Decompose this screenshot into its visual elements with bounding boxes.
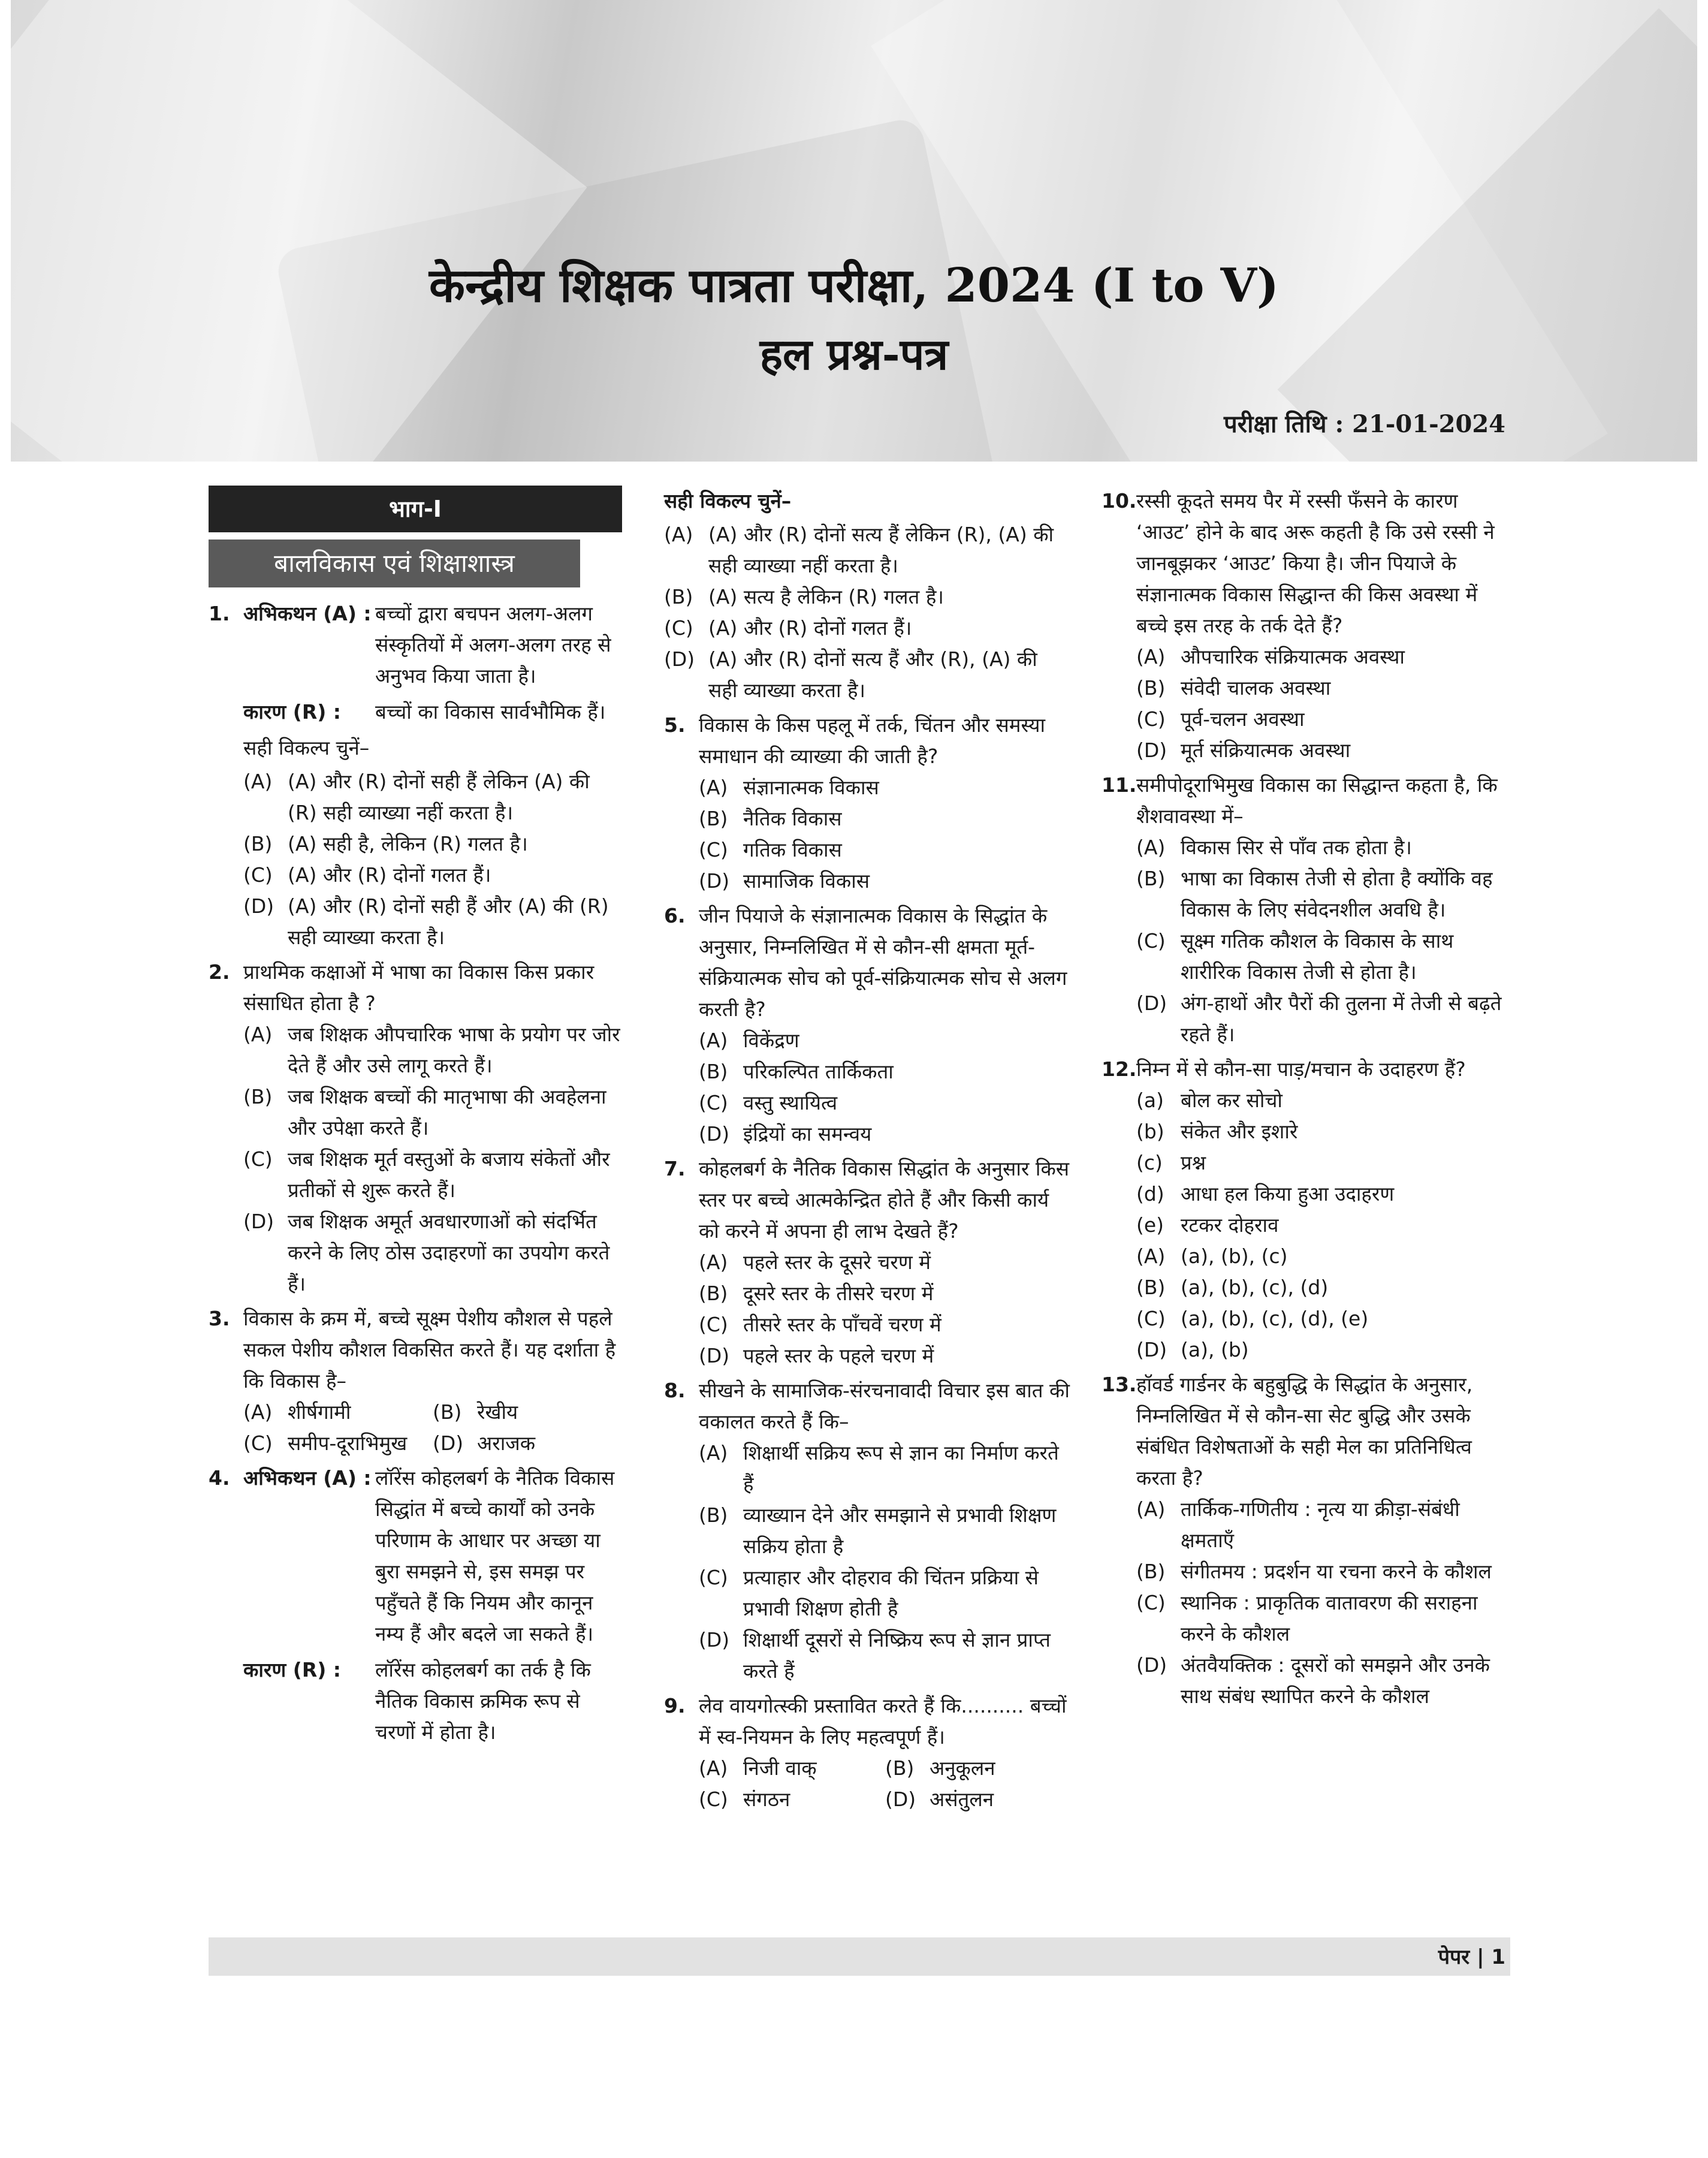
option-b: (B) (a), (b), (c), (d) xyxy=(1136,1276,1329,1299)
option-b: (B) परिकल्पित तार्किकता xyxy=(699,1060,894,1083)
question-13: 13. हॉवर्ड गार्डनर के बहुबुद्धि के सिद्धांत के अनुसार, निम्नलिखित में से कौन-सा सेट बुद्धि और उसके संबंधित विशेषताओं के सही मेल का प्रतिनिधित्व करता है? (A) तार्किक-गणितीय : नृत्य या क्रीड़ा-संबंधी क्षमताएँ (B) संगीतमय : प्रदर्शन या रचना करने के कौशल (C) स्थानिक : प्राकृतिक वातावरण की सराहना करने के कौशल (D) अंतवैयक्तिक : दूसरों को समझने और उनके साथ संबंध स्थापित करने के कौशल xyxy=(1102,1369,1509,1712)
page-number: पेपर | 1 xyxy=(1438,1945,1505,1969)
page-title: केन्द्रीय शिक्षक पात्रता परीक्षा, 2024 (I to V) xyxy=(429,258,1279,313)
question-text: कोहलबर्ग के नैतिक विकास सिद्धांत के अनुसार किस स्तर पर बच्चे आत्मकेन्द्रित होते हैं और किसी कार्य को करने में अपना ही लाभ देखते हैं? xyxy=(699,1157,1070,1243)
question-text: विकास के किस पहलू में तर्क, चिंतन और समस्या समाधान की व्याख्या की जाती है? xyxy=(699,713,1046,768)
item-b: (b) संकेत और इशारे xyxy=(1136,1120,1298,1143)
question-text: जीन पियाजे के संज्ञानात्मक विकास के सिद्धांत के अनुसार, निम्नलिखित में से कौन-सी क्षमता मूर्त-संक्रियात्मक सोच को पूर्व-संक्रियात्मक सोच से अलग करती है? xyxy=(699,904,1067,1021)
option-d: (D) जब शिक्षक अमूर्त अवधारणाओं को संदर्भित करने के लिए ठोस उदाहरणों का उपयोग करते हैं। xyxy=(243,1210,610,1295)
assertion-text: लॉरेंस कोहलबर्ग के नैतिक विकास सिद्धांत में बच्चे कार्यों को उनके परिणाम के आधार पर अच्छा या बुरा समझने से, इस समझ पर पहुँचते हैं कि नियम और कानून नम्य हैं और बदले जा सकते हैं। xyxy=(375,1466,615,1645)
column-1 xyxy=(209,486,622,1752)
assertion-label: अभिकथन (A) : xyxy=(243,1466,372,1490)
option-d: (D) मूर्त संक्रियात्मक अवस्था xyxy=(1136,739,1351,762)
option-c: (C) जब शिक्षक मूर्त वस्तुओं के बजाय संकेतों और प्रतीकों से शुरू करते हैं। xyxy=(243,1147,610,1202)
question-9: 9. लेव वायगोत्स्की प्रस्तावित करते हैं कि.......... बच्चों में स्व-नियमन के लिए महत्वपूर्ण हैं। (A) निजी वाक् (B) अनुकूलन (C) संगठन (D) असंतुलन xyxy=(664,1690,1072,1815)
question-5: 5. विकास के किस पहलू में तर्क, चिंतन और समस्या समाधान की व्याख्या की जाती है? (A) संज्ञानात्मक विकास (B) नैतिक विकास (C) गतिक विकास (D) सामाजिक विकास xyxy=(664,710,1072,897)
option-b: (B) संवेदी चालक अवस्था xyxy=(1136,676,1331,700)
option-c: (C) तीसरे स्तर के पाँचवें चरण में xyxy=(699,1313,941,1336)
option-a: (A) पहले स्तर के दूसरे चरण में xyxy=(699,1250,931,1274)
question-6: 6. जीन पियाजे के संज्ञानात्मक विकास के सिद्धांत के अनुसार, निम्नलिखित में से कौन-सी क्षमता मूर्त-संक्रियात्मक सोच को पूर्व-संक्रियात्मक सोच से अलग करती है? (A) विकेंद्रण (B) परिकल्पित तार्किकता (C) वस्तु स्थायित्व (D) इंद्रियों का समन्वय xyxy=(664,900,1072,1150)
option-c: (C) प्रत्याहार और दोहराव की चिंतन प्रक्रिया से प्रभावी शिक्षण होती है xyxy=(699,1566,1039,1620)
option-c: (C) सूक्ष्म गतिक कौशल के विकास के साथ शारीरिक विकास तेजी से होता है। xyxy=(1136,929,1454,984)
question-text: विकास के क्रम में, बच्चे सूक्ष्म पेशीय कौशल से पहले सकल पेशीय कौशल विकसित करते हैं। यह दर्शाता है कि विकास है– xyxy=(243,1307,616,1393)
option-b: (B) अनुकूलन xyxy=(885,1756,995,1780)
option-d: (D) असंतुलन xyxy=(885,1788,994,1811)
exam-date: परीक्षा तिथि : 21-01-2024 xyxy=(1224,410,1505,438)
header-banner-image xyxy=(11,0,1697,462)
option-b: (B) (A) सही है, लेकिन (R) गलत है। xyxy=(243,832,528,855)
option-c: (C) (A) और (R) दोनों गलत हैं। xyxy=(243,863,491,887)
option-b: (B) जब शिक्षक बच्चों की मातृभाषा की अवहेलना और उपेक्षा करते हैं। xyxy=(243,1085,606,1140)
option-a: (A) (A) और (R) दोनों सही हैं लेकिन (A) की (R) सही व्याख्या नहीं करता है। xyxy=(243,770,590,824)
item-c: (c) प्रश्न xyxy=(1136,1151,1206,1174)
question-text: रस्सी कूदते समय पैर में रस्सी फँसने के कारण ‘आउट’ होने के बाद अरू कहती है कि उसे रस्सी ने जानबूझकर ‘आउट’ किया है। जीन पियाजे के संज्ञानात्मक विकास सिद्धान्त की किस अवस्था में बच्चे इस तरह के तर्क देते हैं? xyxy=(1136,489,1495,637)
option-b: (B) (A) सत्य है लेकिन (R) गलत है। xyxy=(664,585,944,608)
page-subtitle: हल प्रश्न-पत्र xyxy=(759,328,949,379)
assertion-text: बच्चों द्वारा बचपन अलग-अलग संस्कृतियों में अलग-अलग तरह से अनुभव किया जाता है। xyxy=(375,602,611,688)
item-d: (d) आधा हल किया हुआ उदाहरण xyxy=(1136,1182,1395,1205)
option-a: (A) (A) और (R) दोनों सत्य हैं लेकिन (R), (A) की सही व्याख्या नहीं करता है। xyxy=(664,523,1054,577)
option-d: (D) (a), (b) xyxy=(1136,1338,1249,1361)
option-a: (A) विकास सिर से पाँव तक होता है। xyxy=(1136,836,1412,859)
question-4: 4. अभिकथन (A) : लॉरेंस कोहलबर्ग के नैतिक विकास सिद्धांत में बच्चे कार्यों को उनके परिणाम के आधार पर अच्छा या बुरा समझने से, इस समझ पर पहुँचते हैं कि नियम और कानून नम्य हैं और बदले जा सकते हैं। कारण (R) : लॉरेंस कोहलबर्ग का तर्क है कि नैतिक विकास क्रमिक रूप से चरणों में होता है। xyxy=(209,1463,622,1748)
question-text: लेव वायगोत्स्की प्रस्तावित करते हैं कि.......... बच्चों में स्व-नियमन के लिए महत्वपूर्ण हैं। xyxy=(699,1694,1067,1749)
question-text: समीपोदूराभिमुख विकास का सिद्धान्त कहता है, कि शैशवावस्था में– xyxy=(1136,773,1498,828)
option-a: (A) जब शिक्षक औपचारिक भाषा के प्रयोग पर जोर देते हैं और उसे लागू करते हैं। xyxy=(243,1023,620,1077)
option-c: (C) गतिक विकास xyxy=(699,838,842,861)
option-d: (D) शिक्षार्थी दूसरों से निष्क्रिय रूप से ज्ञान प्राप्त करते हैं xyxy=(699,1628,1051,1683)
question-text: निम्न में से कौन-सा पाड़/मचान के उदाहरण हैं? xyxy=(1136,1057,1466,1081)
item-a: (a) बोल कर सोचो xyxy=(1136,1089,1282,1112)
reason-text: बच्चों का विकास सार्वभौमिक हैं। xyxy=(375,700,606,724)
option-b: (B) संगीतमय : प्रदर्शन या रचना करने के कौशल xyxy=(1136,1560,1492,1583)
option-c: (C) वस्तु स्थायित्व xyxy=(699,1091,838,1114)
option-d: (D) अंग-हाथों और पैरों की तुलना में तेजी से बढ़ते रहते हैं। xyxy=(1136,991,1502,1046)
option-d: (D) अंतवैयक्तिक : दूसरों को समझने और उनके साथ संबंध स्थापित करने के कौशल xyxy=(1136,1653,1490,1708)
section-part-heading: भाग-I xyxy=(209,486,622,532)
question-3: 3. विकास के क्रम में, बच्चे सूक्ष्म पेशीय कौशल से पहले सकल पेशीय कौशल विकसित करते हैं। यह दर्शाता है कि विकास है– (A) शीर्षगामी (B) रेखीय (C) समीप-दूराभिमुख (D) अराजक xyxy=(209,1303,622,1459)
option-d: (D) पहले स्तर के पहले चरण में xyxy=(699,1344,934,1367)
option-a: (A) निजी वाक् xyxy=(699,1756,817,1780)
option-c: (C) स्थानिक : प्राकृतिक वातावरण की सराहना करने के कौशल xyxy=(1136,1591,1478,1645)
option-a: (A) शिक्षार्थी सक्रिय रूप से ज्ञान का निर्माण करते हैं xyxy=(699,1441,1059,1496)
question-12: 12. निम्न में से कौन-सा पाड़/मचान के उदाहरण हैं? (a) बोल कर सोचो (b) संकेत और इशारे (c) प्रश्न (d) आधा हल किया हुआ उदाहरण (e) रटकर दोहराव (A) (a), (b), (c) (B) (a), (b), (c), (d) (C) (a), (b), (c), (d), (e) (D) (a), (b) xyxy=(1102,1054,1509,1366)
option-a: (A) औपचारिक संक्रियात्मक अवस्था xyxy=(1136,645,1405,668)
option-d: (D) इंद्रियों का समन्वय xyxy=(699,1122,872,1146)
choose-instruction: सही विकल्प चुनें– xyxy=(664,489,792,513)
option-c: (C) संगठन xyxy=(699,1788,790,1811)
question-text: सीखने के सामाजिक-संरचनावादी विचार इस बात की वकालत करते हैं कि– xyxy=(699,1379,1070,1433)
question-1 xyxy=(209,598,622,953)
question-number: 1. xyxy=(209,602,230,625)
option-d: (D) अराजक xyxy=(433,1431,536,1455)
option-d: (D) (A) और (R) दोनों सत्य हैं और (R), (A) की सही व्याख्या करता है। xyxy=(664,647,1037,702)
column-2 xyxy=(664,486,1072,1819)
question-text: प्राथमिक कक्षाओं में भाषा का विकास किस प्रकार संसाधित होता है ? xyxy=(243,960,595,1015)
question-text: हॉवर्ड गार्डनर के बहुबुद्धि के सिद्धांत के अनुसार, निम्नलिखित में से कौन-सा सेट बुद्धि और उसके संबंधित विशेषताओं के सही मेल का प्रतिनिधित्व करता है? xyxy=(1136,1373,1473,1490)
question-11: 11. समीपोदूराभिमुख विकास का सिद्धान्त कहता है, कि शैशवावस्था में– (A) विकास सिर से पाँव तक होता है। (B) भाषा का विकास तेजी से होता है क्योंकि वह विकास के लिए संवेदनशील अवधि है। (C) सूक्ष्म गतिक कौशल के विकास के साथ शारीरिक विकास तेजी से होता है। (D) अंग-हाथों और पैरों की तुलना में तेजी से बढ़ते रहते हैं। xyxy=(1102,770,1509,1050)
choose-instruction: सही विकल्प चुनें– xyxy=(243,736,370,759)
section-subject-heading: बालविकास एवं शिक्षाशास्त्र xyxy=(209,540,580,587)
option-d: (D) (A) और (R) दोनों सही हैं और (A) की (R) सही व्याख्या करता है। xyxy=(243,894,609,949)
option-b: (B) भाषा का विकास तेजी से होता है क्योंकि वह विकास के लिए संवेदनशील अवधि है। xyxy=(1136,867,1493,921)
reason-label: कारण (R) : xyxy=(243,700,341,724)
question-10: 10. रस्सी कूदते समय पैर में रस्सी फँसने के कारण ‘आउट’ होने के बाद अरू कहती है कि उसे रस्सी ने जानबूझकर ‘आउट’ किया है। जीन पियाजे के संज्ञानात्मक विकास सिद्धान्त की किस अवस्था में बच्चे इस तरह के तर्क देते हैं? (A) औपचारिक संक्रियात्मक अवस्था (B) संवेदी चालक अवस्था (C) पूर्व-चलन अवस्था (D) मूर्त संक्रियात्मक अवस्था xyxy=(1102,486,1509,766)
option-c: (C) (a), (b), (c), (d), (e) xyxy=(1136,1307,1369,1330)
option-b: (B) रेखीय xyxy=(433,1400,518,1424)
question-8: 8. सीखने के सामाजिक-संरचनावादी विचार इस बात की वकालत करते हैं कि– (A) शिक्षार्थी सक्रिय रूप से ज्ञान का निर्माण करते हैं (B) व्याख्यान देने और समझाने से प्रभावी शिक्षण सक्रिय होता है (C) प्रत्याहार और दोहराव की चिंतन प्रक्रिया से प्रभावी शिक्षण होती है (D) शिक्षार्थी दूसरों से निष्क्रिय रूप से ज्ञान प्राप्त करते हैं xyxy=(664,1375,1072,1687)
option-b: (B) दूसरे स्तर के तीसरे चरण में xyxy=(699,1282,934,1305)
option-a: (A) तार्किक-गणितीय : नृत्य या क्रीड़ा-संबंधी क्षमताएँ xyxy=(1136,1497,1460,1552)
option-a: (A) संज्ञानात्मक विकास xyxy=(699,776,879,799)
option-a: (A) विकेंद्रण xyxy=(699,1029,799,1052)
reason-text: लॉरेंस कोहलबर्ग का तर्क है कि नैतिक विकास क्रमिक रूप से चरणों में होता है। xyxy=(375,1658,591,1744)
footer-bar xyxy=(209,1937,1510,1976)
reason-label: कारण (R) : xyxy=(243,1658,341,1681)
option-a: (A) (a), (b), (c) xyxy=(1136,1244,1288,1268)
option-c: (C) (A) और (R) दोनों गलत हैं। xyxy=(664,616,912,640)
option-b: (B) नैतिक विकास xyxy=(699,807,842,830)
question-2: 2. प्राथमिक कक्षाओं में भाषा का विकास किस प्रकार संसाधित होता है ? (A) जब शिक्षक औपचारिक भाषा के प्रयोग पर जोर देते हैं और उसे लागू करते हैं। (B) जब शिक्षक बच्चों की मातृभाषा की अवहेलना और उपेक्षा करते हैं। (C) जब शिक्षक मूर्त वस्तुओं के बजाय संकेतों और प्रतीकों से शुरू करते हैं। (D) जब शिक्षक अमूर्त अवधारणाओं को संदर्भित करने के लिए ठोस उदाहरणों का उपयोग करते हैं। xyxy=(209,957,622,1300)
option-d: (D) सामाजिक विकास xyxy=(699,869,870,893)
item-e: (e) रटकर दोहराव xyxy=(1136,1213,1279,1237)
question-4-options xyxy=(664,486,1072,706)
question-7: 7. कोहलबर्ग के नैतिक विकास सिद्धांत के अनुसार किस स्तर पर बच्चे आत्मकेन्द्रित होते हैं और किसी कार्य को करने में अपना ही लाभ देखते हैं? (A) पहले स्तर के दूसरे चरण में (B) दूसरे स्तर के तीसरे चरण में (C) तीसरे स्तर के पाँचवें चरण में (D) पहले स्तर के पहले चरण में xyxy=(664,1153,1072,1372)
option-a: (A) शीर्षगामी xyxy=(243,1400,351,1424)
column-3 xyxy=(1102,486,1509,1716)
assertion-label: अभिकथन (A) : xyxy=(243,602,372,625)
option-b: (B) व्याख्यान देने और समझाने से प्रभावी शिक्षण सक्रिय होता है xyxy=(699,1503,1057,1558)
option-c: (C) समीप-दूराभिमुख xyxy=(243,1431,408,1455)
option-c: (C) पूर्व-चलन अवस्था xyxy=(1136,707,1305,731)
